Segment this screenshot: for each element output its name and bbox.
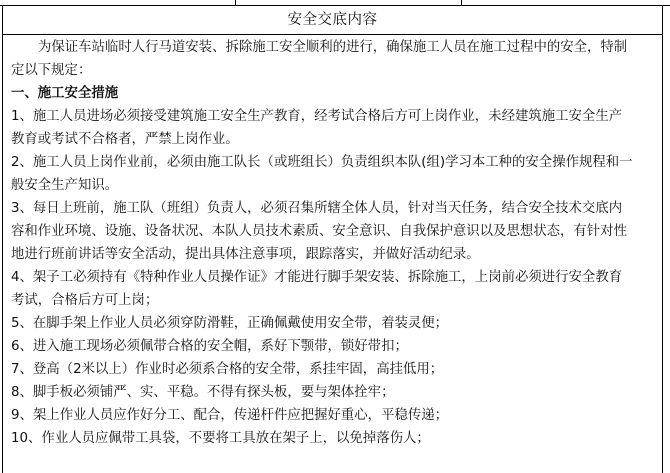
rule-line: 7、登高（2米以上）作业时必须系合格的安全带，系挂牢固，高挂低用； bbox=[11, 362, 444, 377]
rule-line: 4、架子工必须持有《特种作业人员操作证》才能进行脚手架安装、拆除施工，上岗前必须进行安全教育 bbox=[11, 270, 623, 285]
rule-line: 6、进入施工现场必须佩带合格的安全帽，系好下颚带，锁好带扣； bbox=[11, 339, 408, 354]
intro-line: 为保证车站临时人行马道安装、拆除施工安全顺利的进行，确保施工人员在施工过程中的安全，特制 bbox=[38, 40, 628, 55]
rule-line: 5、在脚手架上作业人员必须穿防滑鞋，正确佩戴使用安全带，着装灵便； bbox=[11, 316, 449, 331]
intro-line: 定以下规定： bbox=[11, 63, 92, 78]
section-heading: 一、施工安全措施 bbox=[11, 86, 119, 101]
rule-line: 容和作业环境、设施、设备状况、本队人员技术素质、安全意识、自我保护意识以及思想状态，有针对性 bbox=[11, 224, 627, 239]
content-cell bbox=[11, 36, 663, 450]
rule-line: 地进行班前讲话等安全活动，提出具体注意事项，跟踪落实，并做好活动纪录。 bbox=[11, 247, 480, 262]
rule-line: 10、作业人员应佩带工具袋，不要将工具放在架子上，以免掉落伤人； bbox=[11, 431, 430, 446]
rule-line: 般安全生产知识。 bbox=[11, 178, 119, 193]
rule-line: 2、施工人员上岗作业前，必须由施工队长（或班组长）负责组织本队(组)学习本工种的安全操作规程和一 bbox=[11, 155, 633, 170]
rule-line: 考试，合格后方可上岗； bbox=[11, 293, 159, 308]
rule-line: 8、脚手板必须铺严、实、平稳。不得有探头板，要与架体拴牢； bbox=[11, 385, 395, 400]
disclosure-table bbox=[2, 6, 663, 473]
rule-line: 9、架上作业人员应作好分工、配合，传递杆件应把握好重心，平稳传递； bbox=[11, 408, 449, 423]
rule-line: 1、施工人员进场必须接受建筑施工安全生产教育，经考试合格后方可上岗作业，未经建筑施工安全生产 bbox=[11, 109, 623, 124]
table-title: 安全交底内容 bbox=[3, 6, 662, 35]
rule-line: 教育或考试不合格者，严禁上岗作业。 bbox=[11, 132, 239, 147]
rule-line: 3、每日上班前，施工队（班组）负责人，必须召集所辖全体人员，针对当天任务，结合安全技术交底内 bbox=[11, 201, 623, 216]
